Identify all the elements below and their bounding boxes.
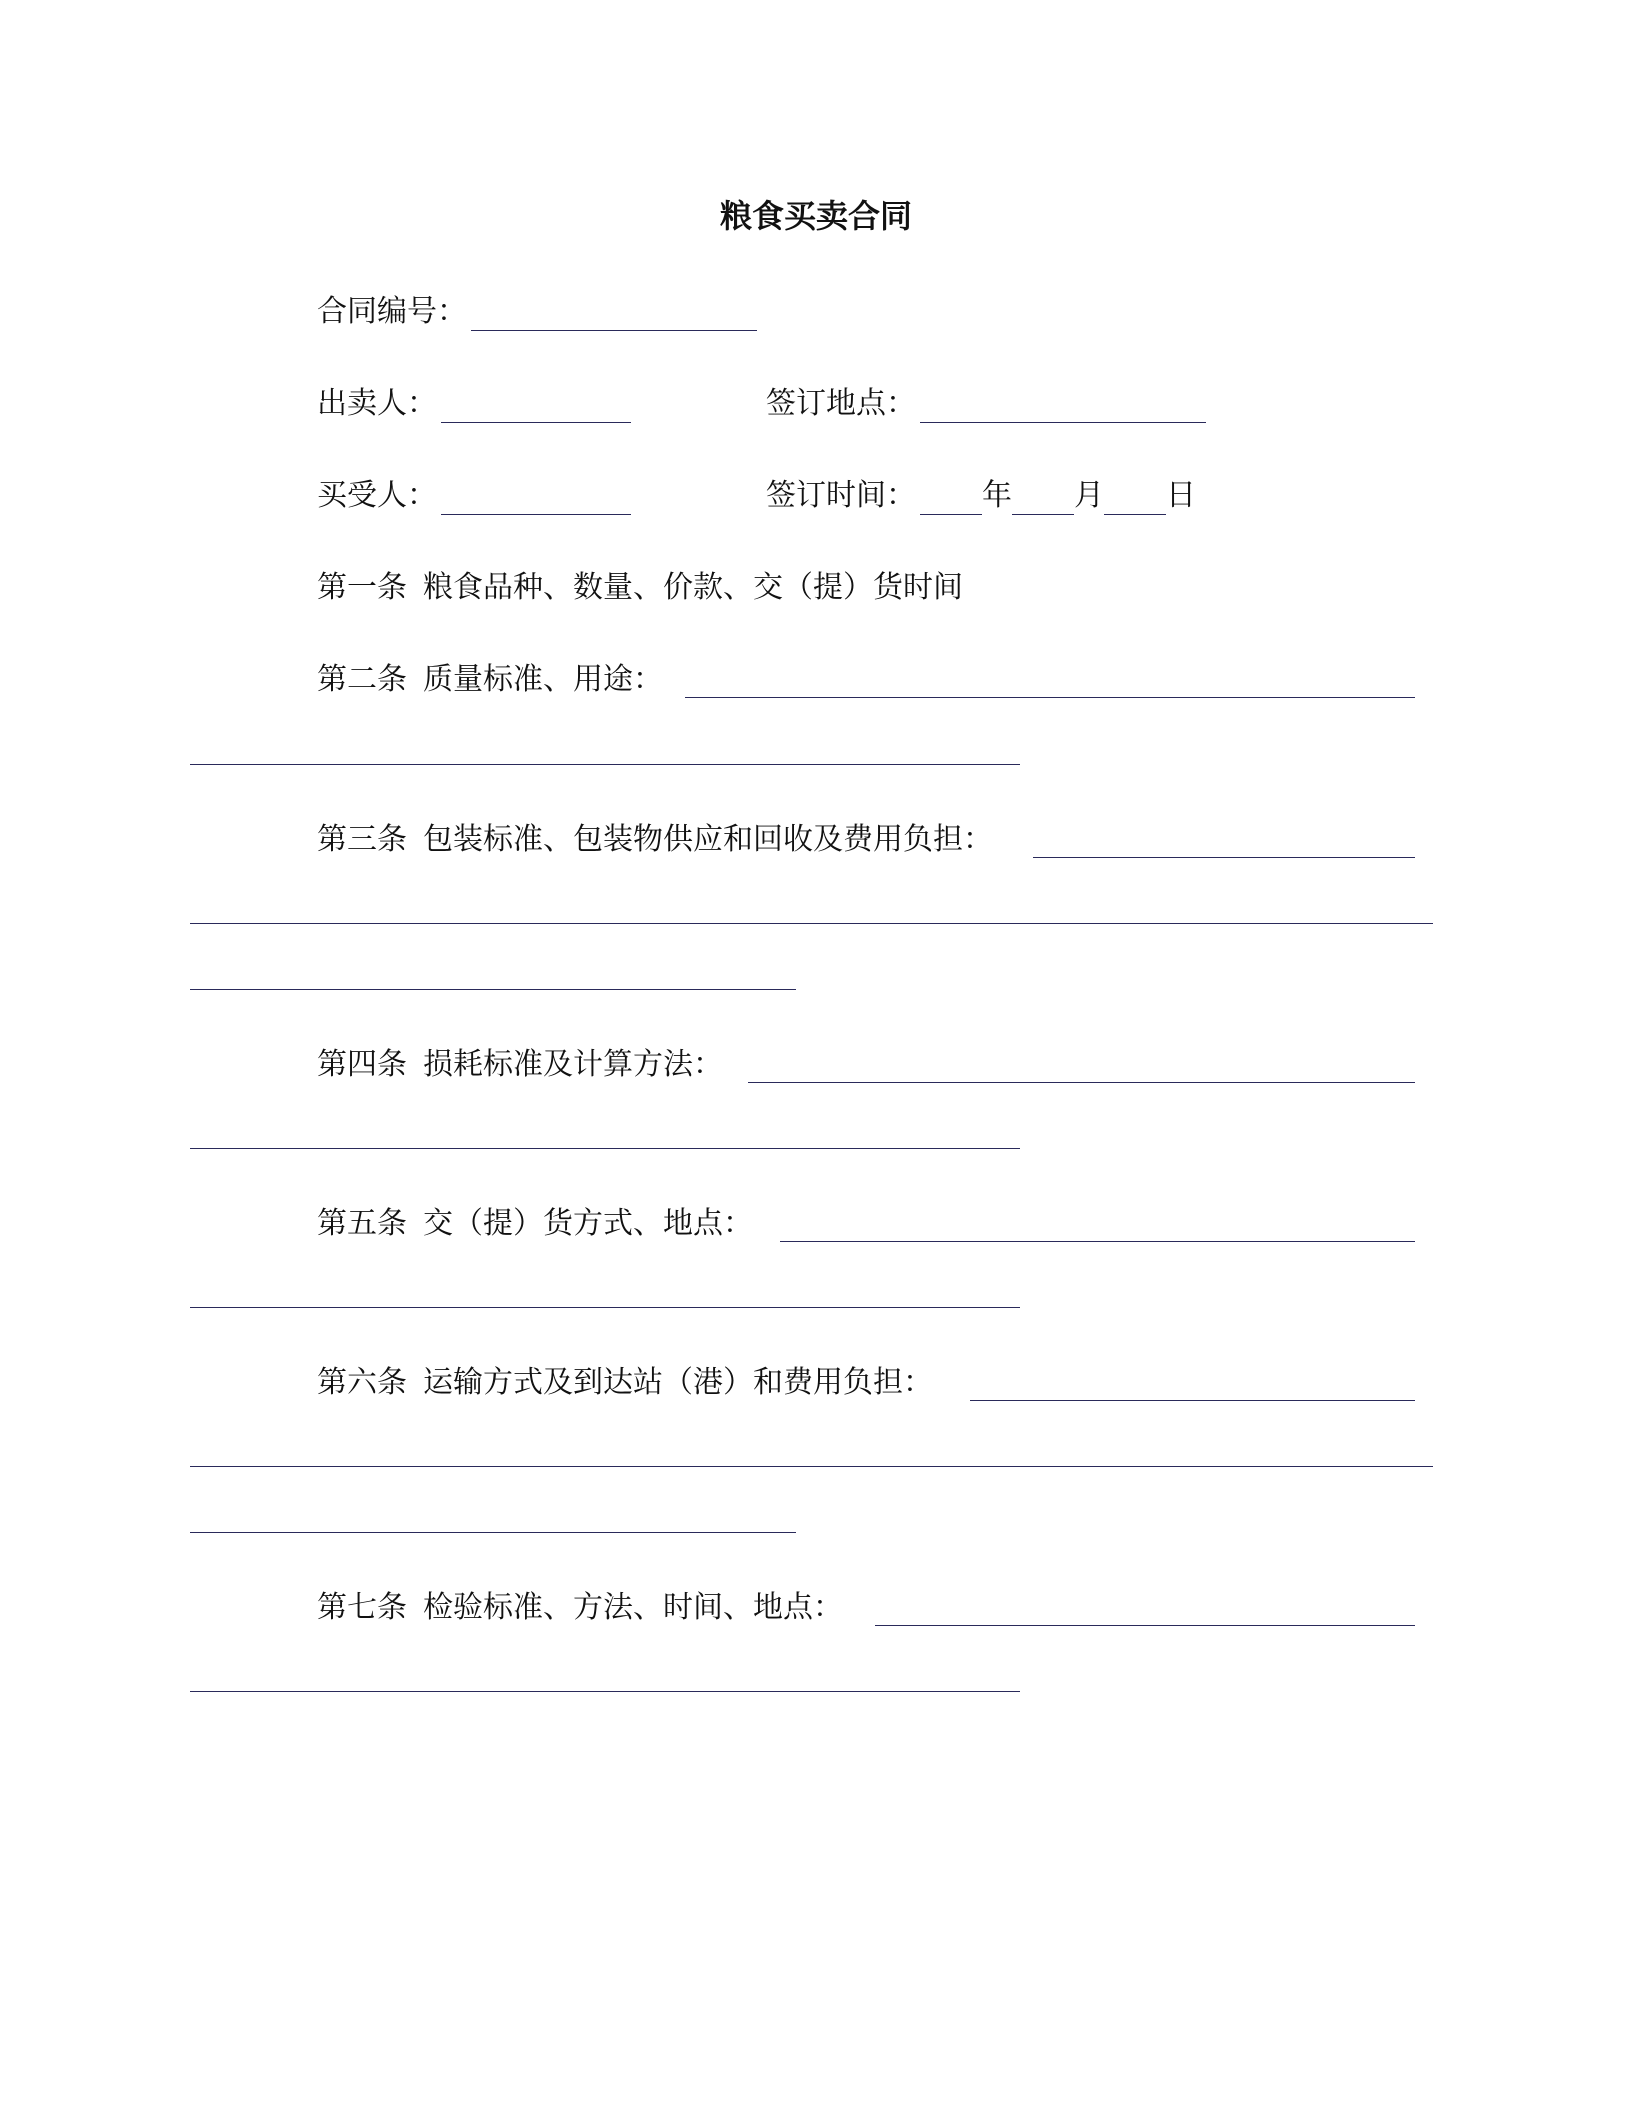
sign-place-label: 签订地点： — [766, 386, 916, 421]
article-1 — [317, 566, 963, 610]
article-1-number: 第一条 — [317, 570, 407, 605]
article-6-number: 第六条 — [317, 1365, 407, 1400]
month-label: 月 — [1074, 478, 1104, 513]
day-label: 日 — [1166, 478, 1196, 513]
article-4-blank-1[interactable] — [748, 1082, 1415, 1083]
article-7-blank-2[interactable] — [190, 1691, 1020, 1692]
article-2-blank-2[interactable] — [190, 764, 1020, 765]
article-3-blank-3[interactable] — [190, 989, 796, 990]
seller-field[interactable] — [441, 382, 631, 423]
article-6-text: 运输方式及到达站（港）和费用负担： — [423, 1365, 933, 1400]
article-4-text: 损耗标准及计算方法： — [423, 1047, 723, 1082]
article-2-text: 质量标准、用途： — [423, 662, 663, 697]
contract-number-field[interactable] — [471, 290, 757, 331]
article-4-number: 第四条 — [317, 1047, 407, 1082]
buyer-row — [317, 474, 631, 518]
article-2 — [317, 658, 663, 702]
sign-time-row — [766, 474, 1196, 518]
article-2-blank-1[interactable] — [685, 697, 1415, 698]
article-4-blank-2[interactable] — [190, 1148, 1020, 1149]
buyer-field[interactable] — [441, 474, 631, 515]
article-3 — [317, 818, 993, 862]
contract-number-label: 合同编号： — [317, 294, 467, 329]
article-6-blank-1[interactable] — [970, 1400, 1415, 1401]
article-7 — [317, 1586, 843, 1630]
sign-year-field[interactable] — [920, 474, 982, 515]
article-7-blank-1[interactable] — [875, 1625, 1415, 1626]
sign-day-field[interactable] — [1104, 474, 1166, 515]
sign-month-field[interactable] — [1012, 474, 1074, 515]
article-5 — [317, 1202, 753, 1246]
article-3-text: 包装标准、包装物供应和回收及费用负担： — [423, 822, 993, 857]
seller-row — [317, 382, 631, 426]
document-title: 粮食买卖合同 — [719, 197, 912, 235]
article-5-blank-1[interactable] — [780, 1241, 1415, 1242]
buyer-label: 买受人： — [317, 478, 437, 513]
article-5-blank-2[interactable] — [190, 1307, 1020, 1308]
article-5-number: 第五条 — [317, 1206, 407, 1241]
year-label: 年 — [982, 478, 1012, 513]
article-2-number: 第二条 — [317, 662, 407, 697]
article-7-text: 检验标准、方法、时间、地点： — [423, 1590, 843, 1625]
article-6-blank-2[interactable] — [190, 1466, 1433, 1467]
sign-place-field[interactable] — [920, 382, 1206, 423]
article-3-blank-1[interactable] — [1033, 857, 1415, 858]
sign-place-row — [766, 382, 1206, 426]
article-7-number: 第七条 — [317, 1590, 407, 1625]
article-3-blank-2[interactable] — [190, 923, 1433, 924]
article-6-blank-3[interactable] — [190, 1532, 796, 1533]
article-1-text: 粮食品种、数量、价款、交（提）货时间 — [423, 570, 963, 605]
contract-number-row — [317, 290, 757, 334]
article-4 — [317, 1043, 723, 1087]
article-3-number: 第三条 — [317, 822, 407, 857]
sign-time-label: 签订时间： — [766, 478, 916, 513]
seller-label: 出卖人： — [317, 386, 437, 421]
article-6 — [317, 1361, 933, 1405]
article-5-text: 交（提）货方式、地点： — [423, 1206, 753, 1241]
